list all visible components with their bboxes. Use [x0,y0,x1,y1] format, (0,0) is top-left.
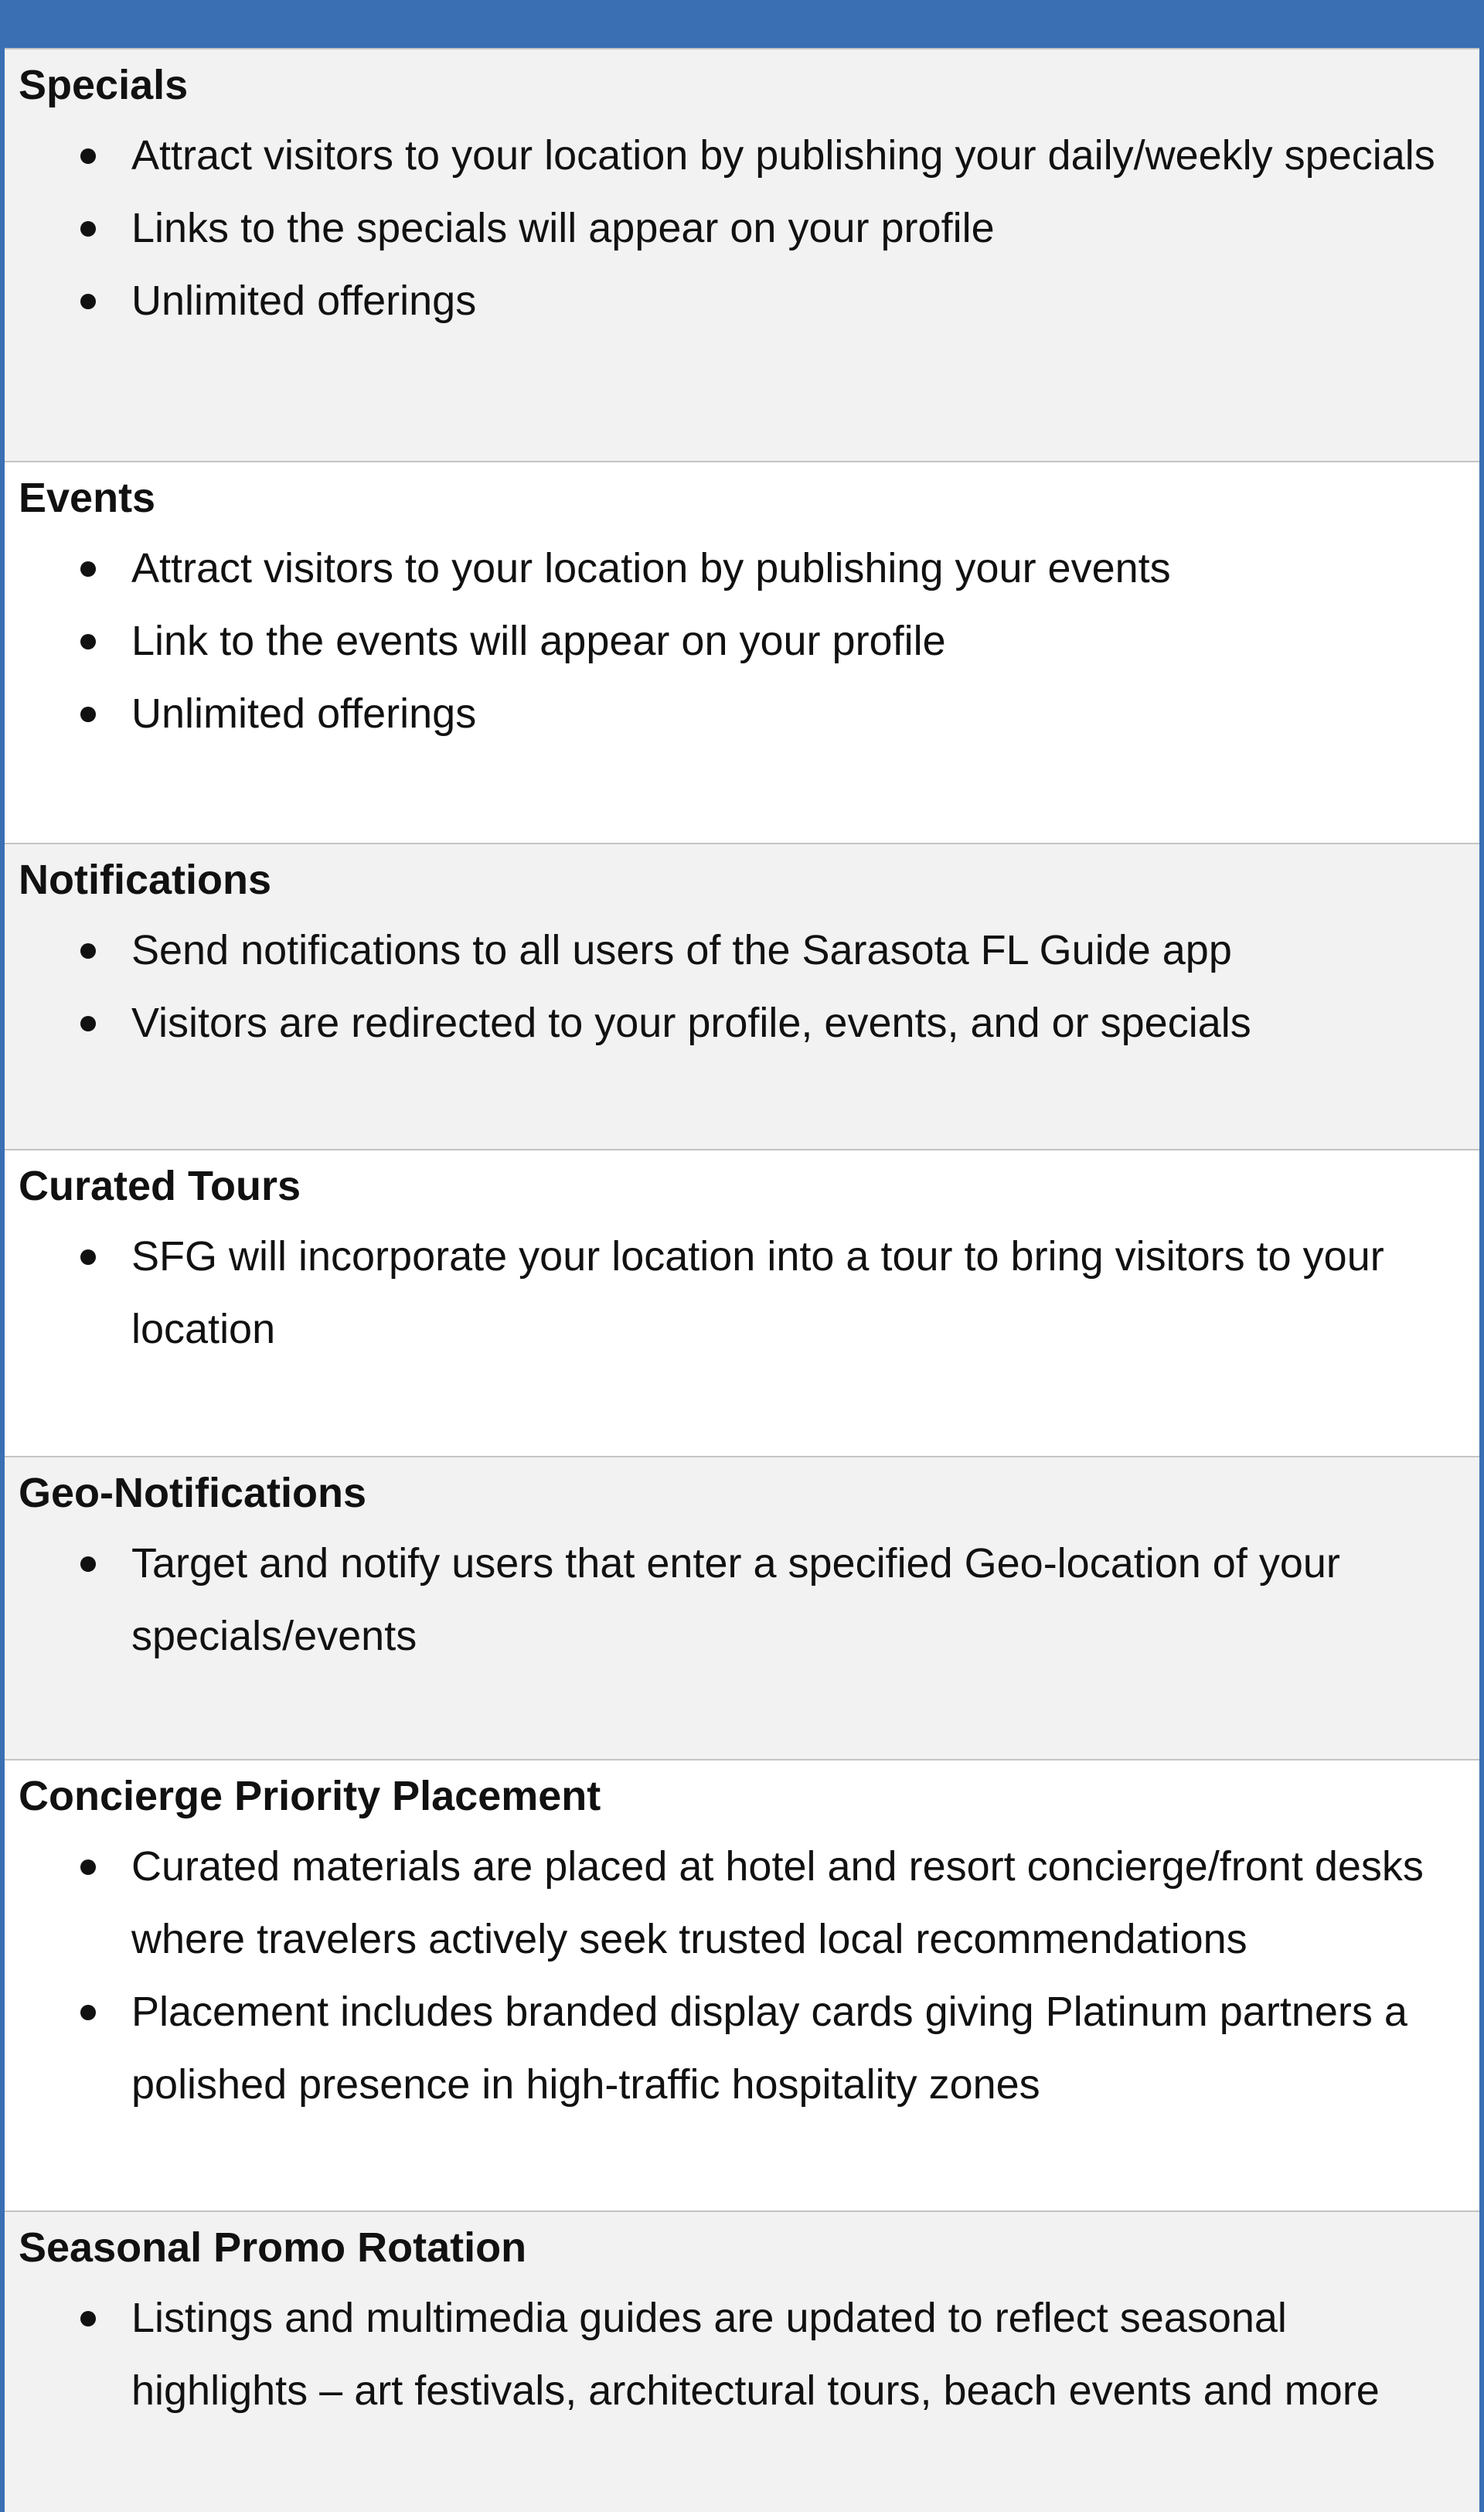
section-title: Seasonal Promo Rotation [19,2224,527,2271]
list-item [19,1975,1479,2121]
list-item [19,192,1479,264]
section-title: Concierge Priority Placement [19,1773,601,1819]
list-item [19,987,1479,1059]
list-item-text: Listings and multimedia guides are updated to reflect seasonal highlights – art festivals, architectural tours, beach events and more [131,2295,1380,2414]
list-item [19,1830,1479,1975]
bullet-list [19,1830,1479,2121]
list-item [19,605,1479,677]
list-item [19,677,1479,750]
bullet-icon [80,1859,96,1875]
list-item [19,914,1479,987]
list-item [19,1220,1479,1365]
bullet-list [19,532,1479,750]
section-curated-tours [5,1149,1479,1456]
section-geo-notifications [5,1456,1479,1759]
list-item-text: Attract visitors to your location by publishing your daily/weekly specials [131,132,1435,179]
list-item-text: Links to the specials will appear on your profile [131,205,995,251]
section-concierge-priority-placement [5,1759,1479,2210]
bullet-icon [80,294,96,309]
list-item-text: Send notifications to all users of the Sarasota FL Guide app [131,927,1232,973]
section-events [5,461,1479,843]
list-item [19,119,1479,192]
list-item [19,264,1479,337]
bullet-icon [80,561,96,577]
section-title: Geo-Notifications [19,1470,367,1516]
list-item-text: Target and notify users that enter a specified Geo-location of your specials/events [131,1540,1340,1659]
list-item-text: Unlimited offerings [131,690,477,737]
list-item-text: Visitors are redirected to your profile, events, and or specials [131,1000,1251,1046]
bullet-list [19,1527,1479,1672]
section-specials [5,48,1479,461]
list-item-text: Placement includes branded display cards giving Platinum partners a polished presence in high-traffic hospitality zones [131,1989,1407,2108]
section-notifications [5,843,1479,1149]
bullet-icon [80,2005,96,2020]
bullet-icon [80,634,96,649]
section-title: Curated Tours [19,1163,301,1209]
section-title: Events [19,475,156,521]
bullet-list [19,2282,1479,2427]
list-item-text: SFG will incorporate your location into a tour to bring visitors to your location [131,1233,1384,1352]
section-title: Specials [19,62,189,108]
bullet-icon [80,707,96,722]
list-item [19,1527,1479,1672]
list-item-text: Link to the events will appear on your profile [131,618,946,664]
bullet-icon [80,1016,96,1031]
list-item [19,2282,1479,2427]
list-item-text: Attract visitors to your location by publishing your events [131,545,1171,591]
list-item-text: Unlimited offerings [131,278,477,324]
bullet-icon [80,1249,96,1265]
section-title: Notifications [19,857,272,903]
list-item [19,532,1479,605]
section-seasonal-promo-rotation [5,2210,1479,2512]
bullet-list [19,1220,1479,1365]
bullet-icon [80,943,96,959]
list-item-text: Curated materials are placed at hotel and resort concierge/front desks where travelers actively seek trusted local recommendations [131,1843,1424,1962]
bullet-icon [80,221,96,237]
bullet-list [19,119,1479,337]
bullet-icon [80,1556,96,1572]
bullet-list [19,914,1479,1059]
table-header-bar [5,0,1479,48]
bullet-icon [80,148,96,164]
bullet-icon [80,2311,96,2326]
